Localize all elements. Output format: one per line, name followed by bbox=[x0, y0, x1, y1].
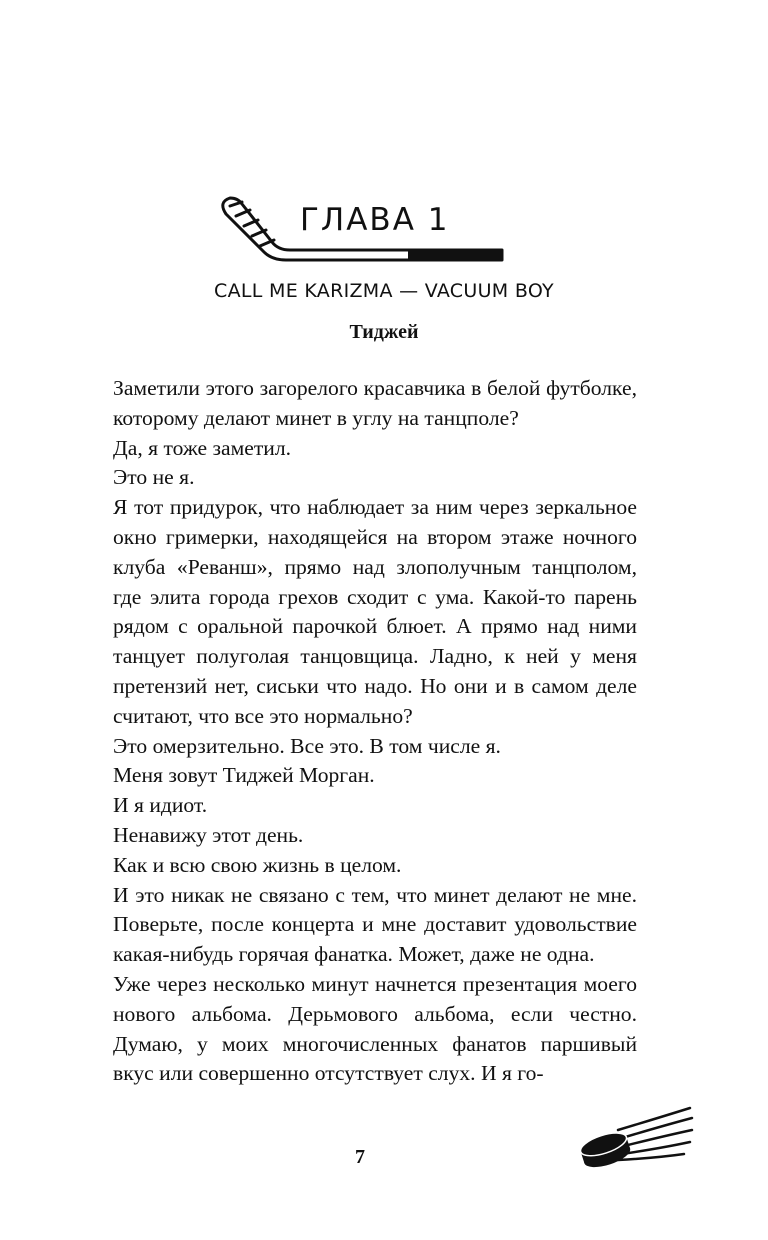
paragraph: Меня зовут Тиджей Морган. bbox=[113, 763, 375, 788]
paragraph: И я идиот. bbox=[113, 793, 208, 818]
narrator-name: Тиджей bbox=[349, 321, 419, 343]
paragraph: Да, я тоже заметил. bbox=[113, 435, 292, 460]
paragraph: Это омерзительно. Все это. В том числе я. bbox=[113, 733, 501, 758]
paragraph: Я тот придурок, что наблюдает за ним через зеркальное окно гримерки, находящейся на втором этаже ночного клуба «Реванш», прямо над злополучным танцполом, где элита города грехов сходит с ума. Какой-то парень рядом с оральной парочкой блюет. А прямо над ними танцует полуголая танцовщица. Ладно, к ней у меня претензий нет, сиськи что надо. Но они и в самом деле считают, что все это нормально? bbox=[113, 495, 637, 728]
paragraph: И это никак не связано с тем, что минет делают не мне. Поверьте, после концерта и мне доставит удовольствие какая-нибудь горячая фанатка. Может, даже не одна. bbox=[113, 882, 637, 967]
paragraph: Как и всю свою жизнь в целом. bbox=[113, 852, 402, 877]
body-text bbox=[113, 374, 637, 1089]
chapter-heading bbox=[212, 190, 512, 270]
paragraph: Ненавижу этот день. bbox=[113, 822, 304, 847]
page-number: 7 bbox=[355, 1146, 365, 1168]
chapter-subtitle: CALL ME KARIZMA — VACUUM BOY bbox=[214, 280, 554, 302]
chapter-title: ГЛАВА 1 bbox=[300, 202, 450, 238]
paragraph: Это не я. bbox=[113, 465, 195, 490]
paragraph: Заметили этого загорелого красавчика в белой футболке, которому делают минет в углу на танцполе? bbox=[113, 376, 637, 430]
hockey-puck-icon bbox=[578, 1100, 698, 1180]
paragraph: Уже через несколько минут начнется презентация моего нового альбома. Дерьмового альбома, если честно. Думаю, у моих многочисленных фанатов паршивый вкус или совершенно отсутствует слух. И я го- bbox=[113, 971, 637, 1086]
